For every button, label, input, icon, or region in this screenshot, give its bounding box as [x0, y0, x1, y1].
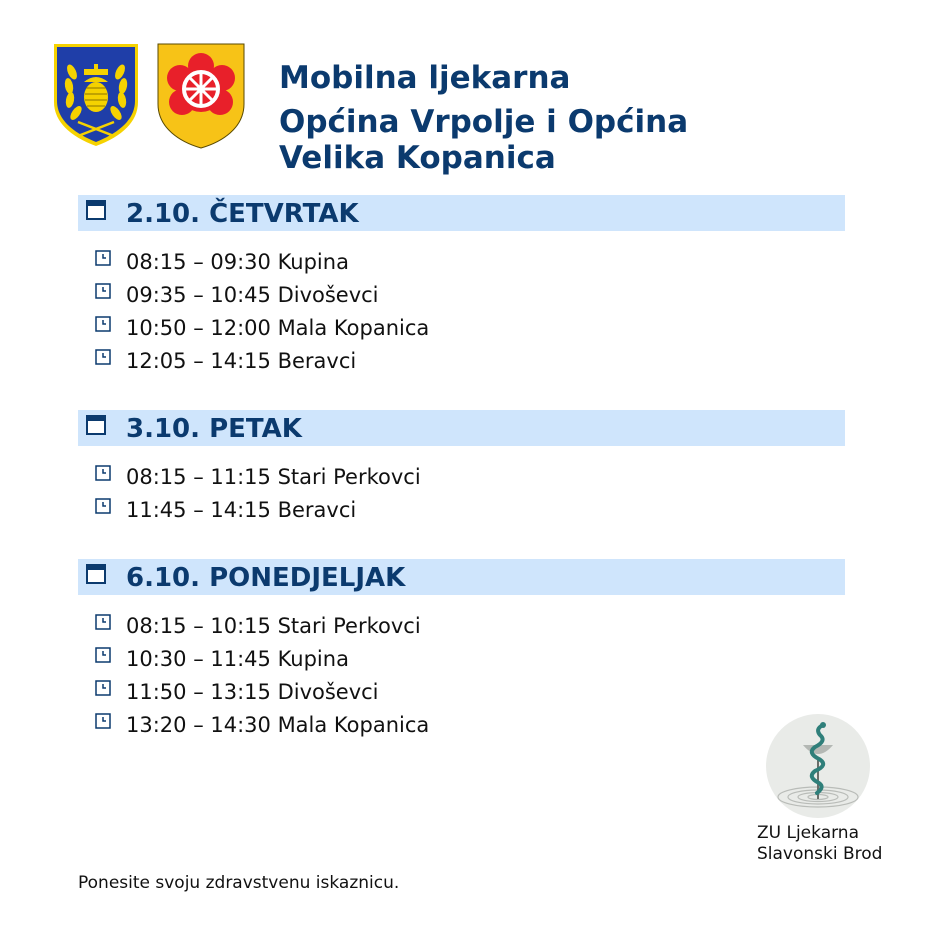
- list-item: [78, 280, 845, 313]
- clock-icon: [95, 498, 111, 518]
- stop-list: [78, 462, 845, 528]
- day-label: 2.10. ČETVRTAK: [126, 199, 359, 229]
- list-item: [78, 611, 845, 644]
- list-item: [78, 677, 845, 710]
- clock-icon: [95, 680, 111, 700]
- stop-text: 11:50 – 13:15 Divoševci: [126, 680, 379, 704]
- clock-icon: [95, 349, 111, 369]
- clock-icon: [95, 250, 111, 270]
- stop-list: [78, 611, 845, 743]
- day-label: 3.10. PETAK: [126, 414, 302, 444]
- stop-text: 10:30 – 11:45 Kupina: [126, 647, 349, 671]
- calendar-icon: [86, 564, 106, 588]
- pharmacy-name-line2: Slavonski Brod: [757, 844, 883, 864]
- list-item: [78, 313, 845, 346]
- footer-note: Ponesite svoju zdravstvenu iskaznicu.: [78, 873, 400, 893]
- list-item: [78, 495, 845, 528]
- calendar-icon: [86, 415, 106, 439]
- title-block: [279, 60, 688, 176]
- stop-text: 08:15 – 11:15 Stari Perkovci: [126, 465, 421, 489]
- pharmacy-name: [757, 823, 882, 865]
- pharmacy-logo: [765, 713, 871, 823]
- velika-kopanica-coat-of-arms: [156, 42, 246, 150]
- calendar-icon: [86, 200, 106, 224]
- day-label: 6.10. PONEDJELJAK: [126, 563, 406, 593]
- stop-text: 08:15 – 09:30 Kupina: [126, 250, 349, 274]
- list-item: [78, 644, 845, 677]
- clock-icon: [95, 713, 111, 733]
- page-subtitle-line2: Velika Kopanica: [279, 140, 556, 176]
- clock-icon: [95, 283, 111, 303]
- stop-text: 08:15 – 10:15 Stari Perkovci: [126, 614, 421, 638]
- page-subtitle-line1: Općina Vrpolje i Općina: [279, 104, 689, 140]
- day-header: [78, 410, 845, 446]
- vrpolje-coat-of-arms: [52, 42, 140, 148]
- stop-text: 10:50 – 12:00 Mala Kopanica: [126, 316, 430, 340]
- day-section: [78, 559, 845, 743]
- clock-icon: [95, 316, 111, 336]
- list-item: [78, 462, 845, 495]
- list-item: [78, 346, 845, 379]
- stop-text: 13:20 – 14:30 Mala Kopanica: [126, 713, 430, 737]
- day-section: [78, 410, 845, 528]
- list-item: [78, 710, 845, 743]
- day-header: [78, 195, 845, 231]
- clock-icon: [95, 465, 111, 485]
- stop-list: [78, 247, 845, 379]
- stop-text: 09:35 – 10:45 Divoševci: [126, 283, 379, 307]
- clock-icon: [95, 647, 111, 667]
- stop-text: 11:45 – 14:15 Beravci: [126, 498, 357, 522]
- day-header: [78, 559, 845, 595]
- stop-text: 12:05 – 14:15 Beravci: [126, 349, 357, 373]
- pharmacy-name-line1: ZU Ljekarna: [757, 823, 859, 843]
- day-section: [78, 195, 845, 379]
- page-title: Mobilna ljekarna: [279, 60, 571, 96]
- list-item: [78, 247, 845, 280]
- clock-icon: [95, 614, 111, 634]
